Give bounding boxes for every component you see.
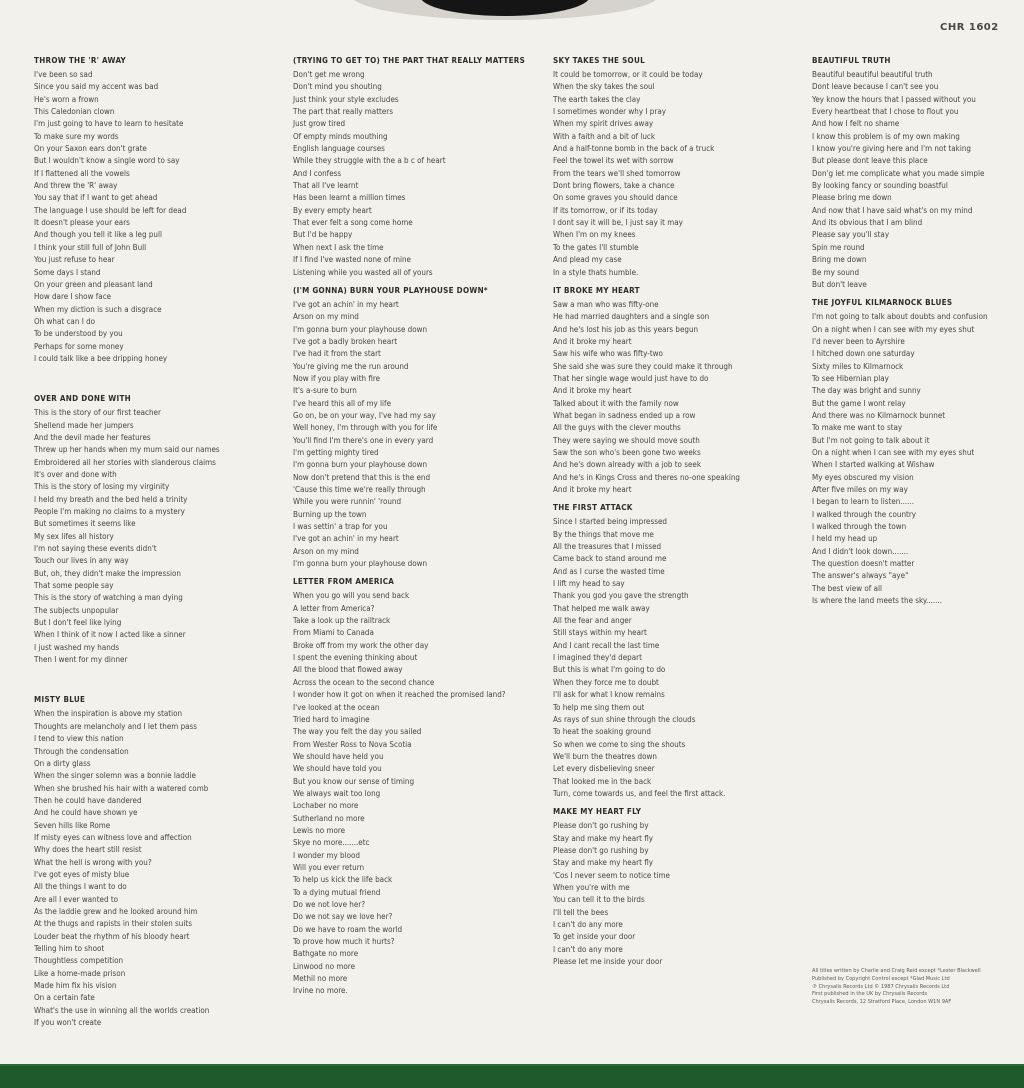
lyric-line: I lift my head to say <box>553 579 625 589</box>
lyric-line: Sixty miles to Kilmarnock <box>812 361 904 371</box>
lyric-line: And a half-tonne bomb in the back of a truck <box>553 144 715 154</box>
lyric-line: I just washed my hands <box>34 642 120 652</box>
lyric-line: Oh what can I do <box>34 316 96 326</box>
lyric-line: Thank you god you gave the strength <box>553 591 689 601</box>
lyric-line: Then he could have dandered <box>34 795 142 805</box>
lyric-line: From the tears we'll shed tomorrow <box>553 168 681 178</box>
lyric-line: I'm gonna burn your playhouse down <box>293 324 428 334</box>
lyric-line: Dont bring flowers, take a chance <box>553 181 675 191</box>
lyric-line: Of empty minds mouthing <box>293 131 388 141</box>
lyric-line: Embroidered all her stories with slanderous claims <box>34 457 216 467</box>
lyric-line: This is the story of watching a man dying <box>34 593 183 603</box>
lyric-line: 'Cos I never seem to notice time <box>553 870 670 880</box>
lyric-line: Like a home-made prison <box>34 968 126 978</box>
lyric-line: Made him fix his vision <box>34 981 117 991</box>
lyric-line: After five miles on my way <box>812 485 908 494</box>
lyric-line: If its tomorrow, or if its today <box>553 205 658 215</box>
lyric-line: He had married daughters and a single son <box>553 312 710 322</box>
lyric-line: Don't mind you shouting <box>293 82 382 92</box>
lyric-line: It could be tomorrow, or it could be today <box>553 70 703 79</box>
lyric-line: Please don't go rushing by <box>553 821 649 831</box>
lyric-line: As the laddie grew and he looked around him <box>34 906 198 916</box>
lyric-line: And now that I have said what's on my mind <box>812 205 973 215</box>
lyric-line: When the inspiration is above my station <box>34 709 183 719</box>
song-block <box>293 55 526 279</box>
lyric-line: Listening while you wasted all of yours <box>293 267 433 277</box>
lyric-line: When you go will you send back <box>293 591 410 601</box>
lyric-line: Do we have to roam the world <box>293 924 403 934</box>
lyric-line: With a faith and a bit of luck <box>553 131 656 141</box>
lyric-line: That her single wage would just have to do <box>553 373 709 383</box>
lyric-line: Talked about it with the family now <box>553 398 679 408</box>
lyric-line: And it broke my heart <box>553 485 632 494</box>
lyric-line: I hitched down one saturday <box>812 349 915 359</box>
lyrics-column-4 <box>812 55 1024 613</box>
lyric-line: I'll ask for what I know remains <box>553 690 665 700</box>
lyric-line: I imagined they'd depart <box>553 653 642 663</box>
lyric-line: To help me sing them out <box>553 702 645 712</box>
lyric-line: And it broke my heart <box>553 336 632 346</box>
lyric-line: Then I went for my dinner <box>34 655 128 665</box>
credit-line: Published by Copyright Control except *Glad Music Ltd <box>812 975 950 982</box>
song-title: (I'M GONNA) BURN YOUR PLAYHOUSE DOWN* <box>293 285 488 295</box>
lyric-line: The answer's always "aye" <box>812 571 909 581</box>
lyric-line: To make sure my words <box>34 131 119 141</box>
lyric-line: The best view of all <box>812 583 883 593</box>
lyric-line: But I'd be happy <box>293 230 353 240</box>
lyric-line: I'm not saying these events didn't <box>34 544 157 554</box>
lyric-line: As rays of sun shine through the clouds <box>553 714 696 724</box>
lyric-line: Don'g let me complicate what you made simple <box>812 168 985 178</box>
lyric-line: To help us kick the life back <box>293 875 393 885</box>
lyric-line: That all I've learnt <box>293 181 359 191</box>
lyric-line: And I cant recall the last time <box>553 640 660 650</box>
lyric-line: Every heartbeat that I chose to flout you <box>812 107 959 117</box>
lyric-line: To the gates I'll stumble <box>553 242 639 252</box>
lyric-line: Irvine no more. <box>293 986 348 996</box>
lyric-line: I've got an achin' in my heart <box>293 534 399 544</box>
lyric-line: Beautiful beautiful beautiful truth <box>812 70 933 79</box>
lyric-line: Please let me inside your door <box>553 957 663 967</box>
lyrics-column-3 <box>553 55 783 974</box>
lyric-line: On a certain fate <box>34 993 95 1003</box>
lyric-line: From Wester Ross to Nova Scotia <box>293 739 412 749</box>
lyric-line: When she brushed his hair with a watered comb <box>34 783 209 793</box>
lyric-line: People I'm making no claims to a mystery <box>34 507 185 516</box>
lyric-line: Is where the land meets the sky....... <box>812 596 943 606</box>
lyric-line: Feel the towel its wet with sorrow <box>553 156 674 166</box>
lyric-line: Saw the son who's been gone two weeks <box>553 447 701 457</box>
lyric-line: Arson on my mind <box>293 312 359 322</box>
lyric-line: To a dying mutual friend <box>293 887 381 897</box>
lyric-line: English language courses <box>293 144 385 154</box>
lyric-line: All the guys with the clever mouths <box>553 423 681 433</box>
lyric-line: The part that really matters <box>293 107 393 117</box>
lyric-line: And as I curse the wasted time <box>553 566 665 576</box>
lyric-line: Bring me down <box>812 255 867 265</box>
lyric-line: I know this problem is of my own making <box>812 131 960 141</box>
lyric-line: I'm gonna burn your playhouse down <box>293 559 428 569</box>
lyric-line: Stay and make my heart fly <box>553 858 654 868</box>
lyric-line: Just think your style excludes <box>293 94 399 104</box>
lyric-line: Burning up the town <box>293 509 367 519</box>
lyric-line: Touch our lives in any way <box>34 556 129 566</box>
lyric-line: Through the condensation <box>34 746 129 756</box>
lyric-line: We always wait too long <box>293 788 381 798</box>
lyric-line: You're giving me the run around <box>293 361 409 371</box>
song-block <box>553 502 783 800</box>
lyric-line: It's a-sure to burn <box>293 386 357 396</box>
lyric-line: So when we come to sing the shouts <box>553 739 686 749</box>
lyric-line: How dare I show face <box>34 292 112 302</box>
lyric-line: The language I use should be left for dead <box>34 205 187 215</box>
lyric-line: The earth takes the clay <box>553 94 641 104</box>
lyric-line: I can't do any more <box>553 920 623 929</box>
lyric-line: Seven hills like Rome <box>34 820 111 830</box>
lyric-line: You can tell it to the birds <box>553 895 645 905</box>
lyric-line: And I didn't look down....... <box>812 546 909 556</box>
lyric-line: By every empty heart <box>293 205 372 215</box>
lyric-line: She said she was sure they could make it through <box>553 361 733 371</box>
lyric-line: Go on, be on your way, I've had my say <box>293 410 436 420</box>
lyric-line: I'll tell the bees <box>553 907 609 917</box>
lyric-line: That helped me walk away <box>553 603 650 613</box>
lyric-line: But I wouldn't know a single word to say <box>34 156 180 166</box>
lyric-line: But I don't feel like lying <box>34 618 122 628</box>
lyric-line: I've got eyes of misty blue <box>34 869 130 879</box>
credit-line: Chrysalis Records, 12 Stratford Place, London W1N 9AF <box>812 999 952 1006</box>
lyric-line: I'm gonna burn your playhouse down <box>293 460 428 470</box>
lyric-line: When my spirit drives away <box>553 119 654 129</box>
lyric-line: Sutherland no more <box>293 813 365 823</box>
lyric-line: In a style thats humble. <box>553 267 639 277</box>
lyric-line: And how I felt no shame <box>812 119 900 129</box>
lyric-line: It's over and done with <box>34 469 117 479</box>
lyric-line: Now don't pretend that this is the end <box>293 472 431 482</box>
lyric-line: To be understood by you <box>34 329 123 339</box>
lyric-line: Lewis no more <box>293 825 346 835</box>
lyric-line: I'm getting mighty tired <box>293 447 379 457</box>
song-title: BEAUTIFUL TRUTH <box>812 56 891 65</box>
lyric-line: Perhaps for some money <box>34 341 124 351</box>
lyric-line: I held my breath and the bed held a trinity <box>34 494 188 504</box>
lyric-line: I've had it from the start <box>293 349 381 359</box>
lyric-line: We should have held you <box>293 751 384 761</box>
lyric-line: By the things that move me <box>553 529 654 539</box>
lyric-line: And though you tell it like a leg pull <box>34 230 162 240</box>
lyric-line: Now if you play with fire <box>293 373 381 383</box>
lyric-line: Has been learnt a million times <box>293 193 406 203</box>
lyric-line: When I started walking at Wishaw <box>812 460 935 470</box>
lyric-line: I dont say it will be, I just say it may <box>553 218 683 228</box>
lyric-line: When the singer solemn was a bonnie laddie <box>34 771 196 781</box>
lyric-line: I wonder my blood <box>293 850 360 860</box>
credit-line: ℗ Chrysalis Records Ltd © 1987 Chrysalis Records Ltd <box>812 983 950 990</box>
lyrics-column-2 <box>293 55 526 1004</box>
lyric-line: I'd never been to Ayrshire <box>812 336 905 346</box>
lyric-line: Broke off from my work the other day <box>293 640 429 650</box>
lyric-line: When I'm on my knees <box>553 230 636 240</box>
lyric-line: And it broke my heart <box>553 386 632 396</box>
lyric-line: But I'm not going to talk about it <box>812 435 930 445</box>
lyric-line: I walked through the town <box>812 522 907 532</box>
lyric-line: When they force me to doubt <box>553 677 659 687</box>
lyric-line: Please bring me down <box>812 193 892 203</box>
song-block <box>34 694 264 1029</box>
lyric-line: We'll burn the theatres down <box>553 751 657 761</box>
lyric-line: By looking fancy or sounding boastful <box>812 181 948 191</box>
lyric-line: I tend to view this nation <box>34 734 124 744</box>
lyric-line: I held my head up <box>812 534 878 544</box>
lyric-line: That looked me in the back <box>553 776 652 786</box>
catalog-number: CHR 1602 <box>940 22 999 33</box>
lyric-line: From Miami to Canada <box>293 628 374 638</box>
lyric-line: Are all I ever wanted to <box>34 894 119 904</box>
lyric-line: Arson on my mind <box>293 546 359 556</box>
lyric-line: He's worn a frown <box>34 94 99 104</box>
lyric-line: Why does the heart still resist <box>34 845 142 855</box>
lyric-line: Just grow tired <box>293 119 346 129</box>
lyric-line: That ever felt a song come home <box>293 218 413 228</box>
song-block <box>553 806 783 968</box>
lyric-line: This is the story of our first teacher <box>34 408 161 418</box>
lyric-line: While they struggle with the a b c of heart <box>293 156 446 166</box>
lyric-line: You'll find I'm there's one in every yard <box>293 435 434 445</box>
lyric-line: At the thugs and rapists in their stolen suits <box>34 919 192 929</box>
lyric-line: I've been so sad <box>34 70 93 79</box>
lyric-line: The question doesn't matter <box>812 559 915 569</box>
lyric-line: Be my sound <box>812 267 860 277</box>
lyric-line: Yey know the hours that I passed without you <box>812 94 976 104</box>
lyric-line: All the blood that flowed away <box>293 665 403 675</box>
song-block <box>34 393 264 666</box>
credit-line: All titles written by Charlie and Craig Reid except *Lester Blackwell <box>812 968 981 974</box>
lyric-line: Saw his wife who was fifty-two <box>553 349 663 359</box>
lyric-line: Please don't go rushing by <box>553 845 649 855</box>
lyric-line: Some days I stand <box>34 267 101 277</box>
lyric-line: When I think of it now I acted like a sinner <box>34 630 186 640</box>
lyric-line: Linwood no more <box>293 961 355 971</box>
lyric-line: We should have told you <box>293 764 382 774</box>
lyric-line: Dont leave because I can't see you <box>812 82 939 92</box>
lyric-line: I've looked at the ocean <box>293 702 380 712</box>
song-title: MISTY BLUE <box>34 695 86 705</box>
song-title: (TRYING TO GET TO) THE PART THAT REALLY MATTERS <box>293 56 526 65</box>
lyric-line: Spin me round <box>812 242 865 252</box>
lyric-line: Saw a man who was fifty-one <box>553 299 659 309</box>
lyric-line: Stay and make my heart fly <box>553 833 654 843</box>
lyric-line: But don't leave <box>812 279 867 289</box>
lyric-line: To make me want to stay <box>812 423 903 433</box>
lyric-line: Still stays within my heart <box>553 628 647 638</box>
lyric-line: My sex lifes all history <box>34 531 114 541</box>
lyric-line: Shellend made her jumpers <box>34 420 134 430</box>
lyric-line: On your green and pleasant land <box>34 279 153 289</box>
lyric-line: You say that if I want to get ahead <box>34 193 158 203</box>
lyric-line: And its obvious that I am blind <box>812 218 923 228</box>
lyric-line: This Caledonian clown <box>34 107 115 117</box>
lyric-line: And there was no Kilmarnock bunnet <box>812 410 946 420</box>
lyric-line: Well honey, I'm through with you for life <box>293 423 438 433</box>
lyric-line: And threw the 'R' away <box>34 181 118 191</box>
song-title: IT BROKE MY HEART <box>553 285 640 295</box>
lyric-line: On a night when I can see with my eyes shut <box>812 447 975 457</box>
lyric-line: When next I ask the time <box>293 242 384 252</box>
lyric-line: To see Hibernian play <box>812 373 889 383</box>
background-strip <box>0 1064 1024 1088</box>
lyric-line: Thoughtless competition <box>34 956 124 966</box>
lyric-line: Threw up her hands when my mum said our names <box>34 445 220 455</box>
lyric-line: If misty eyes can witness love and affection <box>34 832 192 842</box>
lyric-line: I was settin' a trap for you <box>293 522 388 532</box>
publishing-credits <box>812 968 1022 1007</box>
lyric-line: I began to learn to listen...... <box>812 497 915 507</box>
lyric-line: And he could have shown ye <box>34 808 138 818</box>
lyric-line: I think your still full of John Bull <box>34 242 147 252</box>
lyric-line: All the things I want to do <box>34 882 127 892</box>
lyric-line: Skye no more.......etc <box>293 838 370 848</box>
lyric-line: To heat the soaking ground <box>553 727 651 737</box>
lyric-line: I can't do any more <box>553 944 623 954</box>
lyric-line: Bathgate no more <box>293 949 359 959</box>
lyric-line: Methil no more <box>293 974 348 984</box>
lyric-line: Take a look up the railtrack <box>293 616 391 626</box>
lyric-line: When you're with me <box>553 882 630 892</box>
lyric-line: To prove how much it hurts? <box>293 937 395 947</box>
lyric-line: But sometimes it seems like <box>34 519 136 529</box>
lyric-line: Turn, come towards us, and feel the first attack. <box>553 788 726 798</box>
lyric-line: When the sky takes the soul <box>553 82 655 92</box>
lyric-line: If you won't create <box>34 1018 102 1028</box>
lyric-line: On some graves you should dance <box>553 193 678 203</box>
song-title: THROW THE 'R' AWAY <box>34 56 127 65</box>
song-title: SKY TAKES THE SOUL <box>553 56 646 65</box>
lyric-line: I've heard this all of my life <box>293 398 391 408</box>
lyric-line: I sometimes wonder why I pray <box>553 107 666 117</box>
lyric-line: And I confess <box>293 168 342 178</box>
lyric-line: I could talk like a bee dripping honey <box>34 353 168 363</box>
lyric-line: 'Cause this time we're really through <box>293 485 426 494</box>
lyric-line: Do we not say we love her? <box>293 912 393 922</box>
lyric-line: Do we not love her? <box>293 900 366 909</box>
lyric-line: Came back to stand around me <box>553 554 667 564</box>
lyric-line: Since you said my accent was bad <box>34 82 159 92</box>
lyric-line: And the devil made her features <box>34 432 151 442</box>
lyric-line: I spent the evening thinking about <box>293 653 418 663</box>
lyric-line: And he's in Kings Cross and theres no-one speaking <box>553 472 740 482</box>
lyric-line: That some people say <box>34 581 114 591</box>
lyric-line: Let every disbelieving sneer <box>553 764 655 774</box>
lyric-line: The way you felt the day you sailed <box>293 727 422 737</box>
lyric-line: But, oh, they didn't make the impression <box>34 568 181 578</box>
lyric-line: All the treasures that I missed <box>553 542 662 552</box>
lyric-line: When my diction is such a disgrace <box>34 304 162 314</box>
lyric-line: While you were runnin' 'round <box>293 497 402 507</box>
lyric-line: I've got an achin' in my heart <box>293 299 399 309</box>
lyric-line: But please dont leave this place <box>812 156 928 166</box>
song-block <box>812 55 1024 291</box>
lyric-line: On a night when I can see with my eyes shut <box>812 324 975 334</box>
credit-line: First published in the UK by Chrysalis Records <box>812 991 928 998</box>
lyric-line: Telling him to shoot <box>34 944 105 953</box>
lyric-line: I'm not going to talk about doubts and confusion <box>812 312 988 322</box>
song-block <box>553 285 783 497</box>
lyric-line: But you know our sense of timing <box>293 776 415 786</box>
song-title: OVER AND DONE WITH <box>34 394 132 404</box>
lyric-line: I walked through the country <box>812 509 917 519</box>
lyric-line: The day was bright and sunny <box>812 386 921 396</box>
song-title: THE JOYFUL KILMARNOCK BLUES <box>812 298 953 308</box>
lyric-line: All the fear and anger <box>553 616 632 626</box>
lyric-line: Across the ocean to the second chance <box>293 677 435 687</box>
song-block <box>34 55 264 365</box>
lyric-line: Will you ever return <box>293 862 365 872</box>
lyric-line: My eyes obscured my vision <box>812 472 914 482</box>
lyric-line: It doesn't please your ears <box>34 218 130 228</box>
lyric-line: But the game I wont relay <box>812 398 906 408</box>
song-title: THE FIRST ATTACK <box>553 503 633 513</box>
lyric-line: On your Saxon ears don't grate <box>34 144 147 154</box>
song-block <box>812 297 1024 607</box>
lyric-line: But this is what I'm going to do <box>553 665 666 675</box>
lyric-line: Thoughts are melancholy and I let them pass <box>34 721 198 731</box>
lyric-line: Since I started being impressed <box>553 517 667 527</box>
song-block <box>293 576 523 997</box>
lyric-line: I've got a badly broken heart <box>293 336 398 346</box>
lyric-line: Tried hard to imagine <box>293 714 370 724</box>
lyric-line: If I flattened all the vowels <box>34 168 130 178</box>
lyric-line: This is the story of losing my virginity <box>34 482 170 492</box>
lyric-line: To get inside your door <box>553 932 636 942</box>
song-block <box>553 55 783 279</box>
lyric-line: A letter from America? <box>293 603 375 613</box>
song-title: LETTER FROM AMERICA <box>293 577 395 587</box>
lyric-line: Louder beat the rhythm of his bloody heart <box>34 931 190 941</box>
lyric-line: You just refuse to hear <box>34 255 115 265</box>
lyric-line: Don't get me wrong <box>293 70 365 79</box>
song-title: MAKE MY HEART FLY <box>553 807 642 817</box>
lyric-line: The subjects unpopular <box>34 605 119 615</box>
lyric-line: Please say you'll stay <box>812 230 890 240</box>
lyric-line: And plead my case <box>553 255 622 265</box>
lyric-line: I'm just going to have to learn to hesitate <box>34 119 184 129</box>
lyric-line: And he's down already with a job to seek <box>553 460 701 470</box>
lyric-line: What began in sadness ended up a row <box>553 410 696 420</box>
song-block <box>293 285 523 571</box>
lyric-line: They were saying we should move south <box>553 435 700 445</box>
lyric-line: On a dirty glass <box>34 758 91 768</box>
lyric-line: Lochaber no more <box>293 801 359 811</box>
lyric-line: If I find I've wasted none of mine <box>293 255 411 265</box>
lyric-line: I know you're giving here and I'm not taking <box>812 144 971 154</box>
lyric-line: What's the use in winning all the worlds creation <box>34 1005 210 1015</box>
lyrics-column-1 <box>34 55 264 1035</box>
lyric-line: What the hell is wrong with you? <box>34 857 152 867</box>
lyric-line: And he's lost his job as this years begun <box>553 324 699 334</box>
lyric-line: I wonder how it got on when it reached the promised land? <box>293 690 506 700</box>
